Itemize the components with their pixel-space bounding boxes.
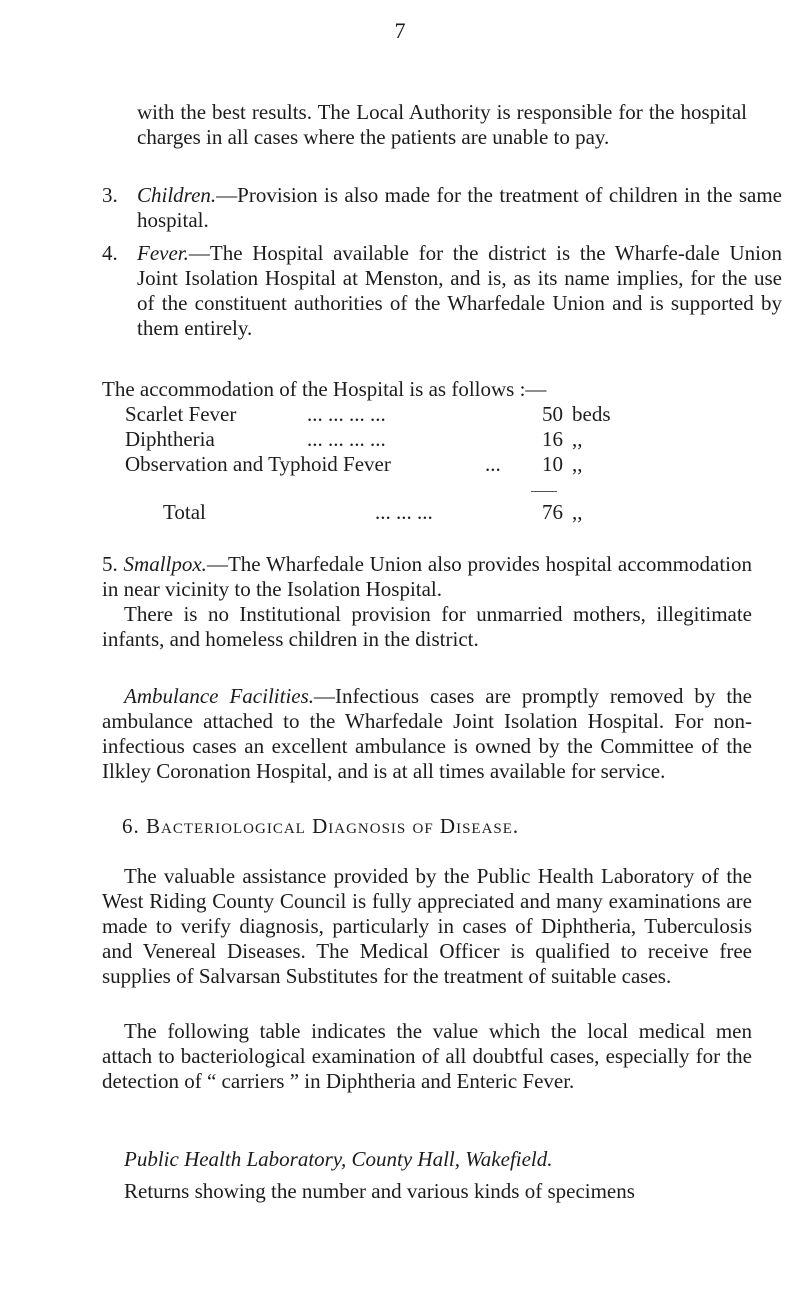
intro-paragraph: with the best results. The Local Authority is responsible for the hospital charges in all cases where the patients are unable to pay.: [137, 100, 747, 149]
section-6-heading: 6. Bacteriological Diagnosis of Disease.: [122, 814, 520, 838]
section-4-fever: 4. Fever.—The Hospital available for the district is the Wharfe-dale Union Joint Isolation Hospital at Menston, and is, as its name implies, for the use of the constituent authorities of the Wharfedale Union and is supported by them entirely.: [102, 241, 782, 340]
table-total-row: Total ... ... ... 76 ,,: [163, 500, 583, 524]
table-row: Diphtheria ... ... ... ... 16 ,,: [125, 427, 583, 451]
accommodation-table: [125, 402, 685, 525]
laboratory-title: Public Health Laboratory, County Hall, Wakefield.: [124, 1147, 553, 1171]
table-row: Observation and Typhoid Fever ... 10 ,,: [125, 452, 583, 476]
section-5-smallpox: 5. Smallpox.—The Wharfedale Union also provides hospital accommodation in near vicinity to the Isolation Hospital.: [102, 552, 753, 601]
table-row: Scarlet Fever ... ... ... ... 50 beds: [125, 402, 611, 426]
accommodation-intro: The accommodation of the Hospital is as follows :—: [102, 377, 547, 401]
ambulance-paragraph: Ambulance Facilities.—Infectious cases are promptly removed by the ambulance attached to the Wharfedale Joint Isolation Hospital. For non-infectious cases an excellent ambulance is owned by the Committee of the Ilkley Coronation Hospital, and is at all times available for service.: [102, 684, 752, 783]
institutional-paragraph: There is no Institutional provision for unmarried mothers, illegitimate infants, and homeless children in the district.: [102, 602, 752, 651]
section-3-children: 3. Children.—Provision is also made for the treatment of children in the same hospital.: [102, 183, 782, 232]
table-intro-paragraph: The following table indicates the value which the local medical men attach to bacteriological examination of all doubtful cases, especially for the detection of “ carriers ” in Diphtheria and Enteric Fever.: [102, 1019, 752, 1093]
total-rule: [531, 491, 557, 492]
returns-line: Returns showing the number and various kinds of specimens: [124, 1179, 635, 1203]
laboratory-paragraph: The valuable assistance provided by the Public Health Laboratory of the West Riding County Council is fully appreciated and many examinations are made to verify diagnosis, particularly in cases of Diphtheria, Tuberculosis and Venereal Diseases. The Medical Officer is qualified to receive free supplies of Salvarsan Substitutes for the treatment of suitable cases.: [102, 864, 752, 988]
page-number: 7: [394, 18, 406, 43]
